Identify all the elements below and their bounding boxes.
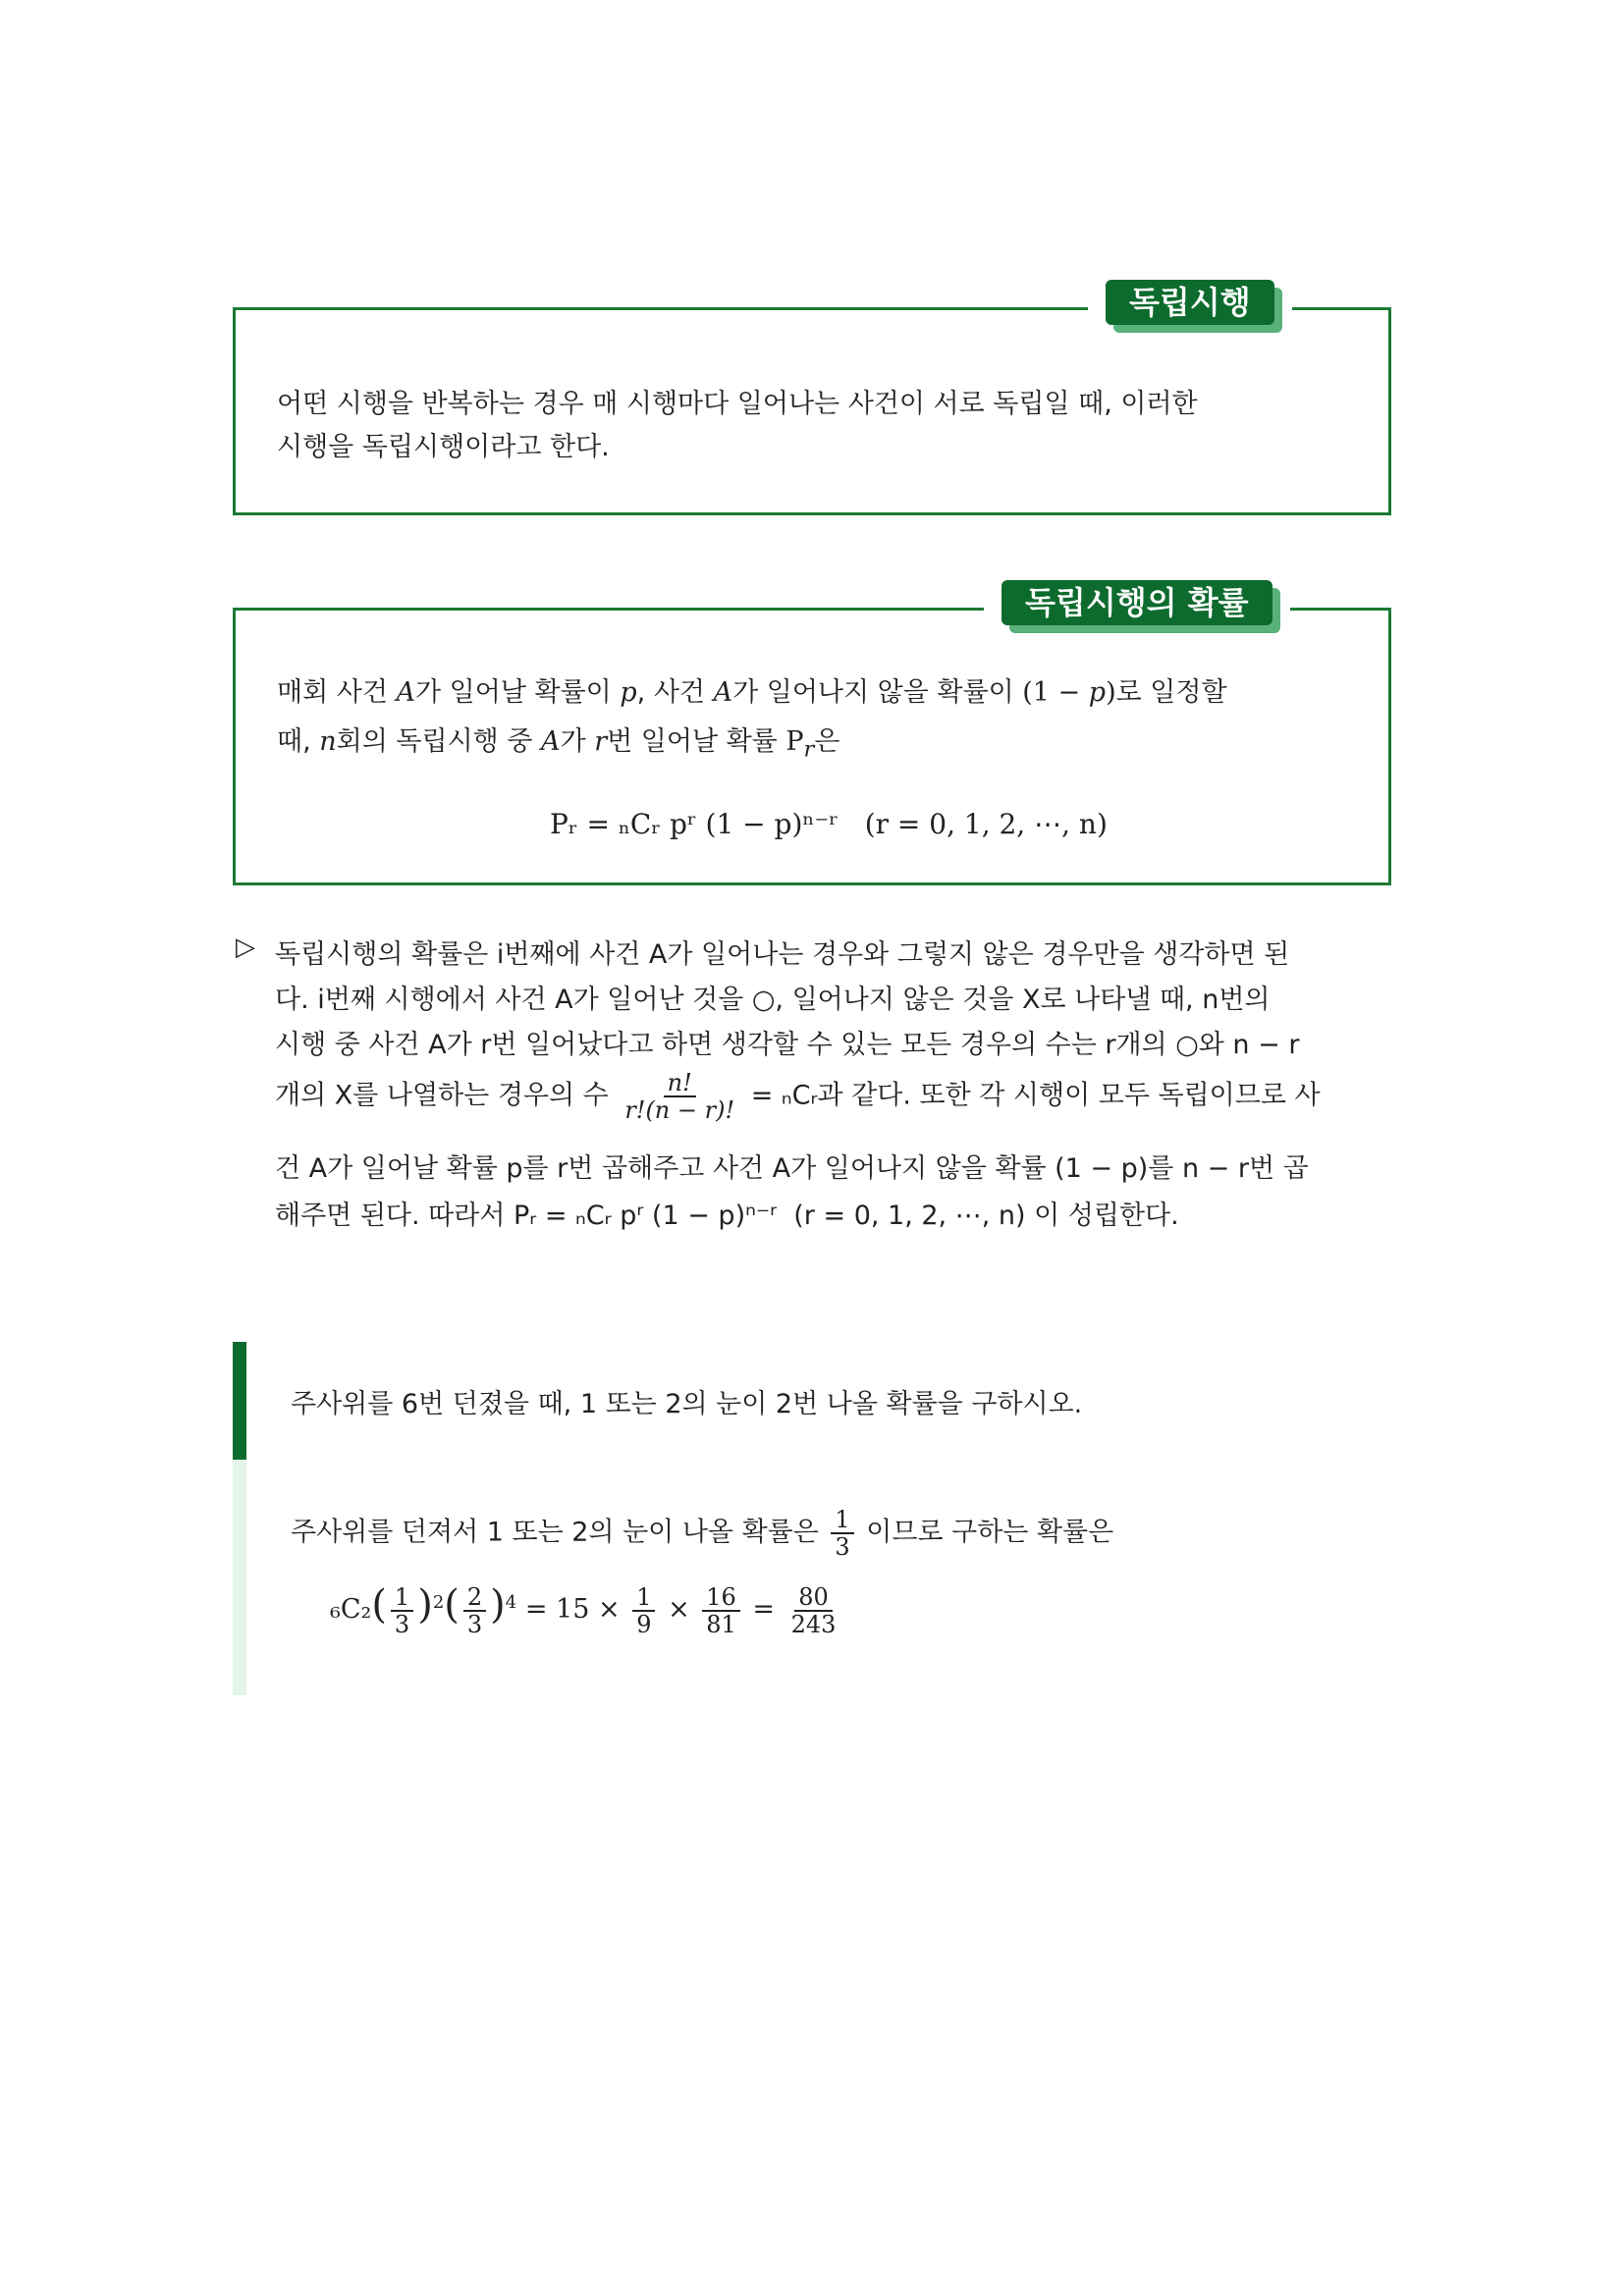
- text-segment: 매회 사건: [277, 677, 388, 708]
- definition-line-2: 시행을 독립시행이라고 한다.: [277, 432, 610, 462]
- example-question-band: [233, 1342, 246, 1460]
- text-segment: 가 일어나지 않을 확률이: [732, 677, 1014, 708]
- fraction: [632, 1584, 655, 1637]
- fraction-denominator: 3: [835, 1533, 850, 1561]
- fraction-numerator: 16: [702, 1584, 740, 1612]
- text-segment: 때,: [277, 726, 311, 757]
- note-line-5: 건 A가 일어날 확률 p를 r번 곱해주고 사건 A가 일어나지 않을 확률 (1 − p)를 n − r번 곱: [275, 1153, 1309, 1184]
- solution-line-1: [291, 1507, 1113, 1560]
- math-expr: $P_r$: [785, 726, 815, 763]
- fraction-denominator: 9: [636, 1610, 652, 1638]
- math-var: n: [319, 726, 337, 757]
- text-segment: = ₙCᵣ과 같다. 또한 각 시행이 모두 독립이므로 사: [750, 1080, 1321, 1111]
- math-var: A: [713, 677, 733, 708]
- fraction-denominator: 3: [466, 1610, 483, 1638]
- exponent: 4: [505, 1592, 517, 1613]
- fraction-denominator: 243: [790, 1610, 837, 1638]
- exponent: 2: [432, 1592, 445, 1613]
- math-var: r: [594, 726, 608, 757]
- definition-line-1: 어떤 시행을 반복하는 경우 매 시행마다 일어나는 사건이 서로 독립일 때, 이러한: [277, 389, 1198, 419]
- text-segment: 가 일어날 확률이: [415, 677, 612, 708]
- text-segment: 이므로 구하는 확률은: [866, 1517, 1114, 1548]
- fraction-denominator: 3: [394, 1610, 410, 1638]
- fraction-numerator: n!: [664, 1070, 696, 1097]
- text-segment: 번 일어날 확률: [607, 726, 778, 757]
- text-segment: = 15 ×: [524, 1594, 621, 1625]
- text-segment: 가: [560, 726, 586, 757]
- fraction: [702, 1584, 740, 1637]
- fraction-numerator: 2: [463, 1584, 486, 1612]
- text-segment: 주사위를 던져서 1 또는 2의 눈이 나올 확률은: [291, 1517, 819, 1548]
- text-segment: 개의 X를 나열하는 경우의 수: [275, 1080, 609, 1111]
- probability-line-2: [277, 721, 839, 771]
- fraction-numerator: 1: [391, 1584, 413, 1612]
- math-var: p: [620, 677, 637, 708]
- fraction-numerator: 80: [794, 1584, 833, 1612]
- definition-tab-wrap: [1088, 280, 1292, 329]
- fraction: [787, 1584, 840, 1637]
- text-segment: 은: [814, 726, 840, 757]
- combination: ₆C₂: [330, 1594, 372, 1625]
- fraction: [391, 1584, 413, 1637]
- fraction-denominator: r!(n − r)!: [624, 1096, 735, 1124]
- fraction-numerator: 1: [831, 1507, 853, 1534]
- probability-tab-wrap: [984, 580, 1290, 629]
- definition-box: [233, 284, 1391, 515]
- text-segment: , 사건: [636, 677, 705, 708]
- note-line-1: 독립시행의 확률은 i번째에 사건 A가 일어나는 경우와 그렇지 않은 경우만을 생각하면 된: [275, 939, 1290, 970]
- definition-title: 독립시행: [1106, 280, 1274, 325]
- note-line-6: 해주면 된다. 따라서 Pᵣ = ₙCᵣ pʳ (1 − p)ⁿ⁻ʳ (r = 0, 1, 2, ⋯, n) 이 성립한다.: [275, 1201, 1179, 1231]
- example-solution-band: [233, 1460, 246, 1695]
- probability-title: 독립시행의 확률: [1001, 580, 1272, 625]
- fraction-denominator: 81: [706, 1610, 736, 1638]
- note-line-4: [275, 1070, 1321, 1123]
- fraction: [621, 1070, 738, 1123]
- example-question: 주사위를 6번 던졌을 때, 1 또는 2의 눈이 2번 나올 확률을 구하시오.: [291, 1389, 1083, 1419]
- triangle-marker-icon: ▷: [236, 933, 255, 962]
- math-var: A: [396, 677, 416, 708]
- fraction-numerator: 1: [632, 1584, 655, 1612]
- fraction: [831, 1507, 853, 1560]
- text-segment: ×: [668, 1594, 690, 1625]
- fraction: [463, 1584, 486, 1637]
- solution-calculation: ₆C₂( $\frac{1}{3}$ )$^2$( $\frac{2}{3}$ )$^4$ = 15 × $\frac{1}{9}$ × $\frac{16}{81}$ = $\frac{80}{243}$: [330, 1582, 843, 1637]
- text-segment: 로 일정할: [1115, 677, 1227, 708]
- probability-formula: Pᵣ = ₙCᵣ pʳ (1 − p)ⁿ⁻ʳ (r = 0, 1, 2, ⋯, n): [550, 808, 1108, 840]
- note-line-2: 다. i번째 시행에서 사건 A가 일어난 것을 ○, 일어나지 않은 것을 X로 나타낼 때, n번의: [275, 985, 1271, 1015]
- math-expr: (1 − p): [1022, 677, 1116, 708]
- probability-line-1: [277, 671, 1227, 715]
- probability-box: [233, 584, 1391, 885]
- math-var: A: [541, 726, 561, 757]
- text-segment: =: [752, 1594, 776, 1625]
- note-line-3: 시행 중 사건 A가 r번 일어났다고 하면 생각할 수 있는 모든 경우의 수는 r개의 ○와 n − r: [275, 1030, 1300, 1060]
- text-segment: 회의 독립시행 중: [336, 726, 533, 757]
